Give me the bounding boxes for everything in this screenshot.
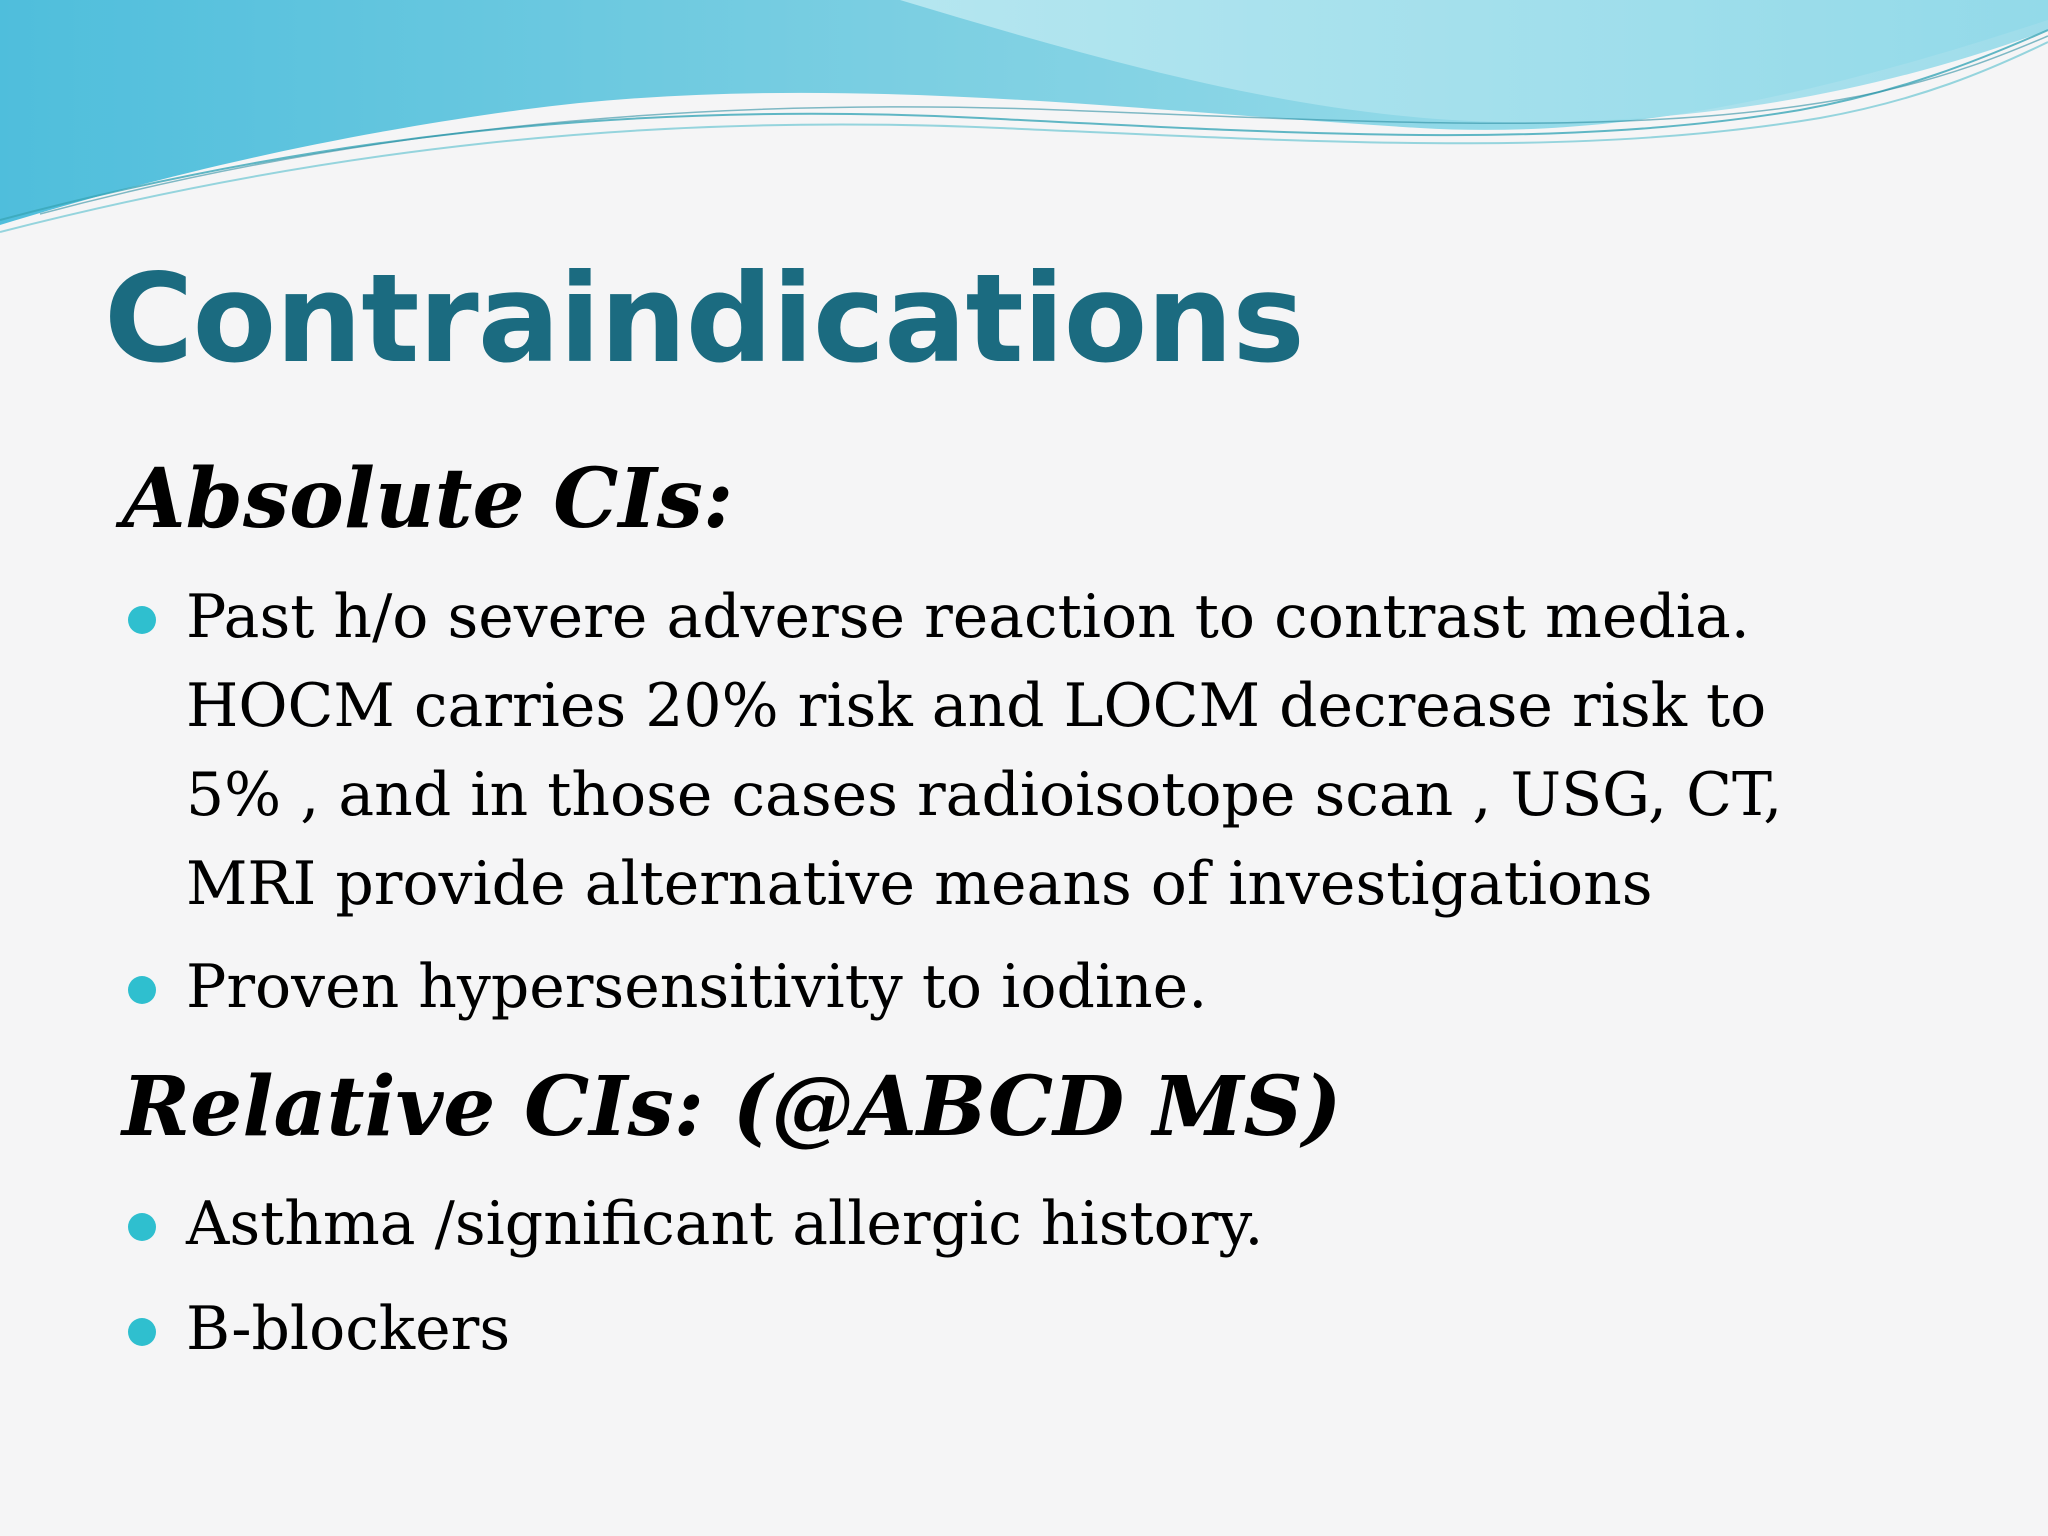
header-wave-decoration <box>0 0 2048 240</box>
list-item-text: Asthma /significant allergic history. <box>186 1189 1264 1259</box>
list-item <box>0 573 1866 929</box>
section-heading-relative: Relative CIs: (@ABCD MS) <box>122 1059 1342 1155</box>
list-item-text: B-blockers <box>186 1294 511 1364</box>
bullet-dot-icon <box>128 1213 156 1241</box>
list-item <box>0 1180 1866 1269</box>
bullet-dot-icon <box>128 606 156 634</box>
slide-title: Contraindications <box>104 248 1304 390</box>
list-item <box>0 943 1866 1032</box>
absolute-ci-list <box>0 573 1866 1046</box>
list-item <box>0 1285 1866 1374</box>
section-heading-absolute: Absolute CIs: <box>122 451 734 547</box>
bullet-dot-icon <box>128 1318 156 1346</box>
list-item-text: Proven hypersensitivity to iodine. <box>186 952 1208 1022</box>
relative-ci-list <box>0 1180 1866 1390</box>
bullet-dot-icon <box>128 976 156 1004</box>
list-item-text: Past h/o severe adverse reaction to contrast media. HOCM carries 20% risk and LOCM decrease risk to 5% , and in those cases radioisotope scan , USG, CT, MRI provide alternative means of investigations <box>186 582 1783 919</box>
